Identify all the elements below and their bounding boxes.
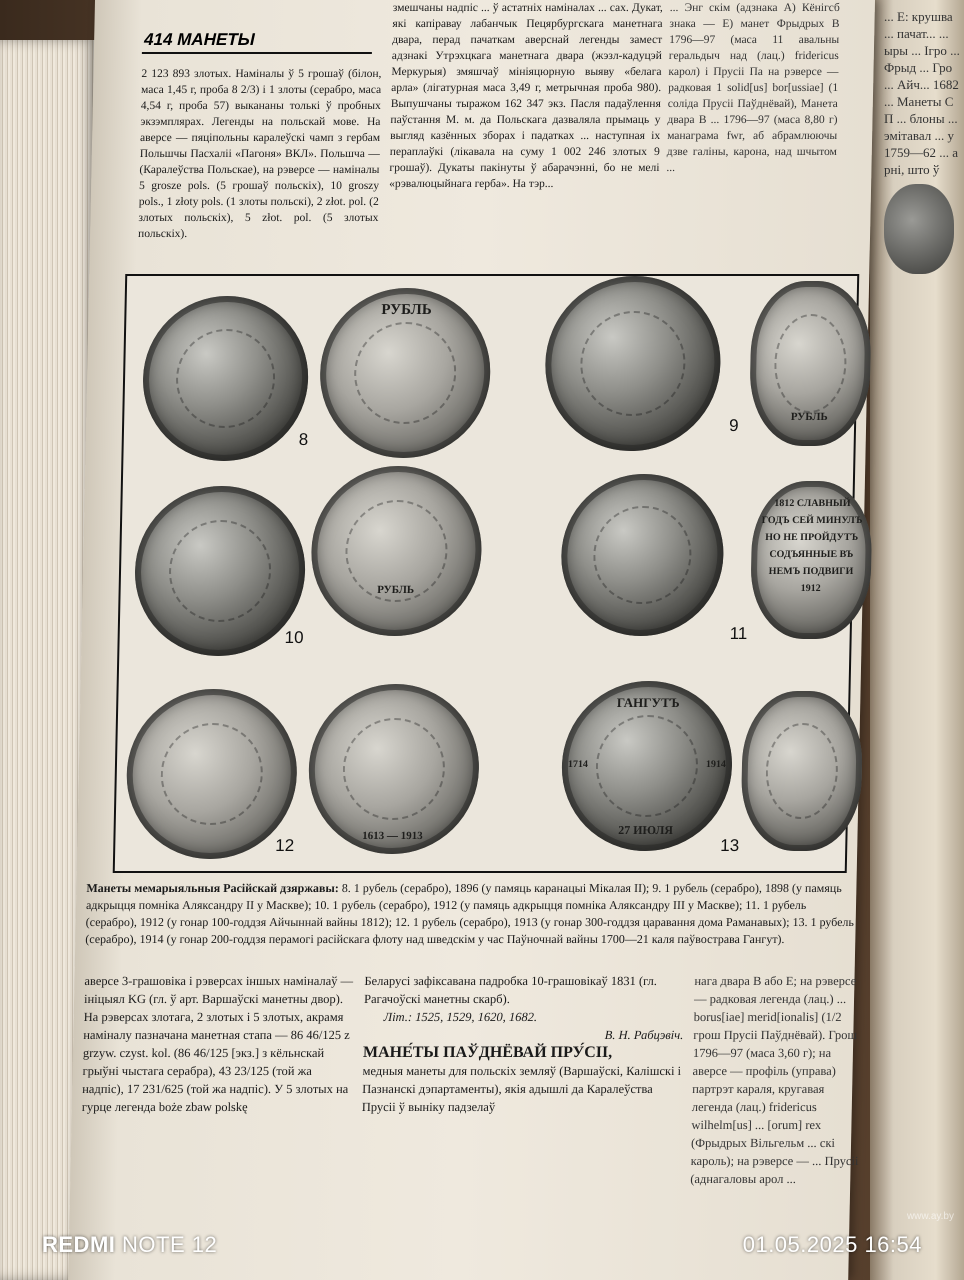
facing-page-text: ... Е: крушва ... пачат... ... ыры ... Ігро ... Фрыд ... Гро ... Айч... 1682 ... Манеты СП ... блоны ... эмітавал ... у 1759—62 ... арні, што ў (884, 9, 960, 177)
coin-13-obverse (560, 681, 734, 851)
camera-brand: REDMI (42, 1232, 116, 1257)
plate-caption (85, 880, 856, 948)
caption-heading: Манеты мемарыяльныя Расійскай дзяржавы: (86, 881, 339, 895)
coin-10-obverse (133, 486, 307, 656)
entry-title: МАНЕ́ТЫ ПАЎДНЁВАЙ ПРУ́СІІ, (362, 1044, 613, 1061)
coin-10-reverse (310, 466, 484, 636)
header-rule (142, 52, 372, 54)
figure-number-8: 8 (298, 430, 309, 449)
photo-timestamp: 01.05.2025 16:54 (742, 1232, 922, 1257)
coin-9-reverse-text: РУБЛЬ (790, 411, 828, 423)
coin-12-obverse (125, 689, 299, 859)
coin-13-obverse-legend: ГАНГУТЪ (616, 695, 680, 710)
coin-13-obverse-date: 27 ИЮЛЯ (618, 823, 674, 837)
figure-number-10: 10 (284, 628, 304, 647)
text-column-middle: змешчаны надпіс ... ў астатніх наміналах ... сах. Дукат, які капіравау лабанчык Пецярбургскага манетнага двара, перад пачаткам аверснай легенды замест адзнакі Утрэхцкага манетнага двара (жэзл-кадуцэй Меркурыя) змяшчаў мініяцюрную выяву «белага арла» (лігатурная маса 3,49 г, метрычная проба 980). Выпушчаны тыражом 162 347 экз. Пасля падаўлення паўстання М. м. да Польскага дазваляла прымаць у выгляд казённых зборах і падатках ... наступная іх пераплаўкі (лікавала на суму 1 002 246 злотых 9 грошаў). Дукаты пакінуты ў абарачэнні, бо не мелі «рэвалюцыйнага герба». На тэр... (389, 2, 663, 190)
coin-plate (113, 274, 863, 873)
camera-watermark (42, 1232, 217, 1258)
coin-11-obverse (560, 474, 725, 636)
article-author: В. Н. Рабцэвіч. (604, 1028, 684, 1042)
romanov-year-end: 1913 (400, 830, 423, 842)
site-watermark: www.ay.by (906, 1211, 954, 1222)
coin-8-obverse (141, 296, 309, 461)
coin-12-reverse (307, 684, 481, 854)
facing-page-coin (884, 184, 954, 274)
coin-13-reverse (740, 691, 863, 851)
bottom-column-right: нага двара В або Е; на рэверсе — радковая легенда (лац.) ... borus[iae] merid[ionalis] (1/2 грош Прусіі Паўднёвай). Грош 1796—97 (маса 3,60 г); на аверсе — профіль (управа) партрэт караля, кругавая легенда (лац.) fridericus wilhelm[us] ... [orum] rex (Фрыдрых Вільгельм ... скі кароль); на рэверсе — ... Прусіі (аднагаловы арол ... (690, 974, 859, 1186)
bottom-middle-lead: Беларусі зафіксавана падробка 10-грашовікаў 1831 (гл. Рагачоўскі манетны скарб). (363, 974, 658, 1006)
book-page (68, 0, 875, 1280)
facing-page (870, 0, 964, 1280)
figure-number-9: 9 (728, 416, 739, 435)
coin-11-reverse (750, 481, 873, 639)
coin-9-reverse (749, 281, 872, 446)
figure-number-13: 13 (720, 836, 740, 855)
coin-8-reverse-text: РУБЛЬ (381, 302, 432, 318)
romanov-year-start: 1613 (362, 830, 385, 842)
entry-body: медныя манеты для польскіх земляў (Варшаўскі, Калішскі і Пазнанскі дэпартаменты), якія адышлі да Каралеўства Прусіі ў выніку падзелаў (361, 1064, 682, 1114)
coin-12-reverse-year-a: 1613 — 1913 (362, 830, 423, 842)
coin-11-reverse-text: 1812 СЛАВНЫЙ ГОДЪ СЕЙ МИНУЛЪ НО НЕ ПРОЙДУТЪ СОДЪЯННЫЕ ВЪ НЕМЪ ПОДВИГИ 1912 (761, 498, 863, 594)
figure-number-11: 11 (729, 624, 748, 643)
coin-13-year-left: 1714 (567, 759, 589, 770)
coin-8-reverse (318, 288, 492, 458)
literature-refs: Літ.: 1525, 1529, 1620, 1682. (383, 1010, 538, 1024)
page-header: 414 МАНЕТЫ (143, 30, 255, 49)
caption-body: 8. 1 рубель (серабро), 1896 (у памяць каранацыі Мікалая II); 9. 1 рубель (серабро), 1898 (у памяць адкрыцця помніка Аляксандру II у Маскве); 10. 1 рубель (серабро), 1912 (у памяць адкрыцця помніка Аляксандру III у Маскве); 11. 1 рубель (серабро), 1912 (у гонар 100-годдзя Айчыннай вайны 1812); 12. 1 рубель (серабро), 1913 (у гонар 300-годдзя царавання дома Раманавых); 13. 1 рубель (серабро), 1914 (у гонар 200-годдзя перамогі расійскага флоту над шведскім у час Паўночнай вайны 1700—21 каля паўвострава Гангут). (85, 881, 855, 946)
text-column-left: 2 123 893 злотых. Наміналы ў 5 грошаў (білон, маса 1,45 г, проба 8 2/3) і 1 злоты (серабро, маса 4,54 г, проба 57) выкананы толькі ў пробных экзэмплярах. Легенды на польскай мове. На аверсе — пяціпольны каралеўскі чамп з гербам Польшчы Пасхаліі «Пагоня» ВКЛ». Польшча — (Каралеўства Польскае), на рэверсе — наміналы 5 grosze pols. (5 грошаў польскіх), 10 groszy pols., 1 złoty pols. (1 злоты польскі), 2 złot. pol. (2 злотых польскіх), 5 złot. pol. (5 злотых польскіх). (137, 68, 382, 240)
bottom-column-middle (362, 972, 685, 1116)
figure-number-12: 12 (275, 836, 295, 855)
coin-9-obverse (544, 276, 723, 451)
coin-10-reverse-text: РУБЛЬ (377, 584, 415, 596)
coin-13-year-right: 1914 (705, 759, 727, 770)
camera-model: NOTE 12 (122, 1232, 218, 1257)
bottom-column-left: аверсе 3-грашовіка і рэверсах іншых наміналаў — ініцыял KG (гл. ў арт. Варшаўскі манетны двор). На рэверсах злотага, 2 злотых і 5 злотых, акрамя наміналу пазначана манетная стапа — 86 46/125 z grzyw. czyst. kol. (86 46/125 [экз.] з кёльнскай грыўні чыстага серабра), 43 23/125 (той жа надпіс), 17 231/625 (той жа надпіс). У 5 злотых на гурце легенда boże zbaw polskę (81, 974, 354, 1114)
text-column-right: ... Энг скім (адзнака А) Кёнігсб знака — Е) манет Фрыдрых В 1796—97 (маса 11 авальны геральдыч над (лац.) fridericus карол) і Прусіі Па на рэверсе — радковая 1 solid[us] bor[ussiae] (1 соліда Прусіі Паўднёвай), Манета двара В ... 1796—97 (маса 8,80 г) манаграма fwr, аб абрамлюючы дзве галіны, карона, над шчытом ... (666, 2, 840, 174)
